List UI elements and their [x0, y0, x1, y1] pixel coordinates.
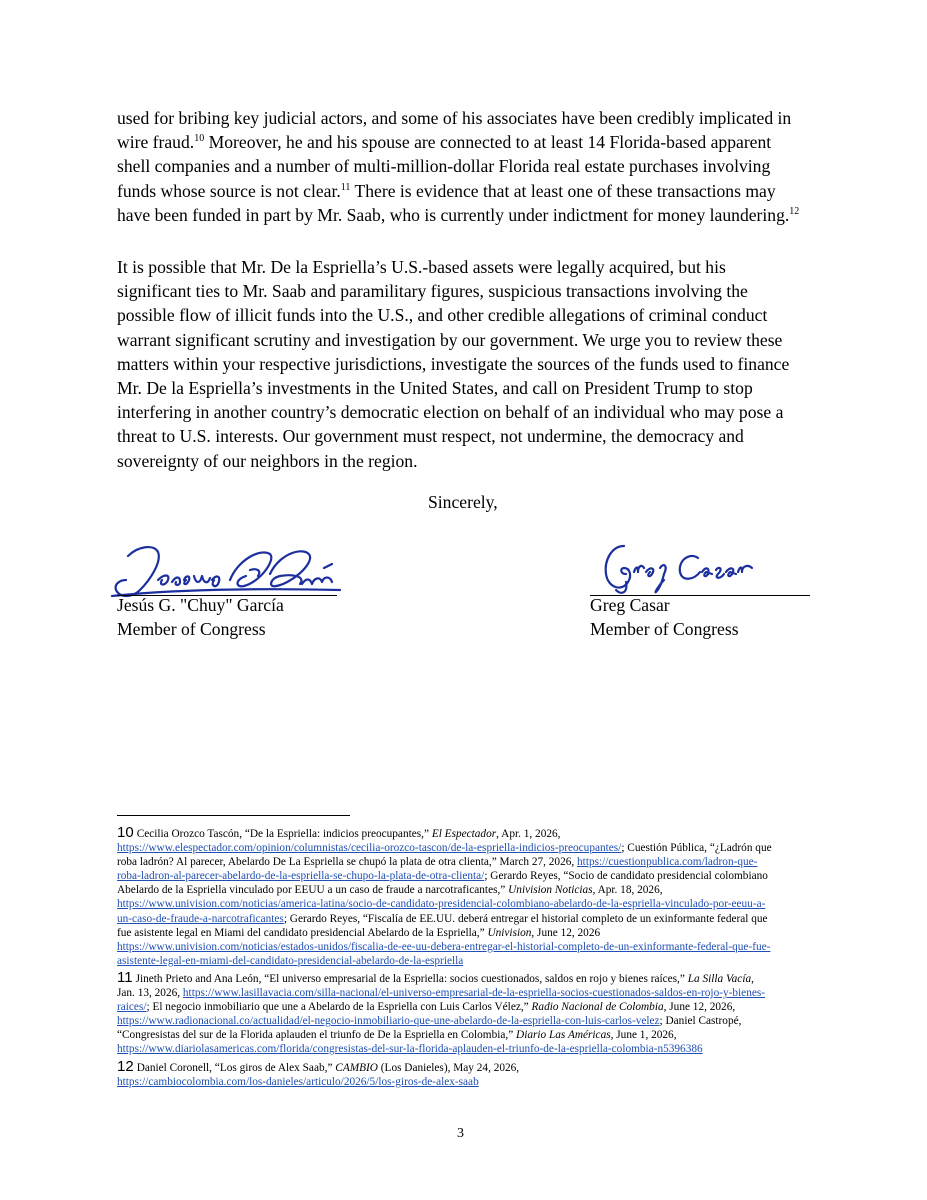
footnote [117, 826, 837, 968]
footnote-line [117, 855, 837, 869]
text-line: threat to U.S. interests. Our government must respect, not undermine, the democracy and [117, 426, 744, 447]
text-line: matters within your respective jurisdictions, investigate the sources of the funds used to finance [117, 353, 790, 374]
footnote-line [117, 826, 837, 841]
text-segment: ; El negocio inmobiliario que une a Abelardo de la Espriella con Luis Carlos Vélez,” [146, 1001, 532, 1014]
text-segment: ; Daniel Castropé, [659, 1015, 742, 1028]
footnote-ref: 11 [340, 181, 351, 193]
text-line [117, 179, 822, 203]
text-segment: Moreover, he and his spouse are connected to at least 14 Florida-based apparent [204, 132, 772, 153]
signature-garcia [110, 540, 342, 602]
text-segment: Abelardo de la Espriella vinculado por EEUU a un caso de fraude a narcotraficantes,” [117, 884, 509, 897]
text-segment: have been funded in part by Mr. Saab, who is currently under indictment for money laundering. [117, 204, 790, 225]
text-line: significant ties to Mr. Saab and paramilitary figures, suspicious transactions involving the [117, 281, 748, 302]
footnote-line [117, 1042, 837, 1056]
footnote-line [117, 971, 837, 986]
footnote-link[interactable]: un-caso-de-fraude-a-narcotraficantes [117, 912, 284, 925]
footnote-ref: 12 [789, 205, 800, 217]
publication-name: Diario Las Américas [516, 1029, 611, 1042]
text-line: sovereignty of our neighbors in the region. [117, 450, 418, 471]
footnote-link[interactable]: asistente-legal-en-miami-del-candidato-presidencial-abelardo-de-la-espriella [117, 954, 464, 967]
footnote-line [117, 1060, 837, 1075]
publication-name: Univision [487, 926, 532, 939]
footnote-separator [117, 815, 350, 816]
body-paragraph [117, 106, 822, 227]
publication-name: Univision Noticias [508, 884, 593, 897]
footnote-line [117, 897, 837, 911]
footnote-link[interactable]: https://cambiocolombia.com/los-danieles/articulo/2026/5/los-giros-de-alex-saab [117, 1076, 479, 1089]
text-line [117, 203, 822, 227]
publication-name: El Espectador [431, 828, 497, 840]
footnote-line [117, 841, 837, 855]
text-line [117, 130, 822, 154]
body-paragraph [117, 255, 822, 473]
footnote-link[interactable]: https://www.diariolasamericas.com/florida/congresistas-del-sur-la-florida-aplauden-el-triunfo-de-la-espriella-colombia-n5396386 [117, 1043, 703, 1056]
footnote-line [117, 869, 837, 883]
page-number: 3 [457, 1126, 464, 1141]
text-line: It is possible that Mr. De la Espriella’s U.S.-based assets were legally acquired, but his [117, 257, 726, 277]
text-segment: Cecilia Orozco Tascón, “De la Espriella: indicios preocupantes,” [136, 828, 432, 840]
footnote [117, 1060, 837, 1089]
text-line: interfering in another country’s democratic election on behalf of an individual who may pose a [117, 402, 784, 423]
text-segment: , June 12, 2026, [663, 1001, 736, 1014]
text-segment: , Apr. 1, 2026, [496, 828, 561, 840]
text-segment: funds whose source is not clear. [117, 180, 341, 201]
text-segment: “Congresistas del sur de la Florida aplauden el triunfo de De la Espriella en Colombia,” [117, 1029, 517, 1042]
signer-name: Greg Casar [590, 595, 670, 615]
text-segment: roba ladrón? Al parecer, Abelardo De La Espriella se chupó la plata de otra clienta,” March 27, 2026, [117, 856, 578, 869]
text-segment: ; Gerardo Reyes, “Socio de candidato presidencial colombiano [484, 870, 768, 883]
signer-title: Member of Congress [590, 619, 739, 639]
text-line: shell companies and a number of multi-million-dollar Florida real estate purchases involving [117, 156, 771, 177]
signer-title: Member of Congress [117, 619, 266, 639]
text-segment: , June 12, 2026 [531, 926, 601, 939]
publication-name: Radio Nacional de Colombia [531, 1001, 664, 1014]
text-line: used for bribing key judicial actors, and some of his associates have been credibly implicated in [117, 108, 792, 128]
footnote-line [117, 926, 837, 940]
footnote-link[interactable]: raices/ [117, 1001, 147, 1014]
footnote-line [117, 1075, 837, 1089]
publication-name: CAMBIO [335, 1062, 378, 1074]
footnote-line [117, 1014, 837, 1028]
text-segment: wire fraud. [117, 132, 195, 153]
footnote-line [117, 954, 837, 968]
text-segment: (Los Danieles), May 24, 2026, [377, 1062, 520, 1074]
text-segment: , [751, 973, 754, 985]
footnote-link[interactable]: https://www.radionacional.co/actualidad/el-negocio-inmobiliario-que-une-abelardo-de-la-espriella-con-luis-carlos-velez [117, 1015, 660, 1028]
footnote-line [117, 1028, 837, 1042]
text-line: Mr. De la Espriella’s investments in the United States, and call on President Trump to stop [117, 378, 753, 399]
signature-casar [598, 536, 758, 598]
footnote [117, 971, 837, 1057]
footnote-number: 10 [117, 824, 134, 841]
text-line: warrant significant scrutiny and investigation by our government. We urge you to review these [117, 329, 783, 350]
footnote-line [117, 940, 837, 954]
text-segment: ; Gerardo Reyes, “Fiscalía de EE.UU. deberá entregar el historial completo de un exinformante federal que [283, 912, 768, 925]
text-segment: , Apr. 18, 2026, [592, 884, 663, 897]
footnote-number: 11 [117, 969, 133, 986]
text-segment: fue asistente legal en Miami del candidato presidencial Abelardo de la Espriella,” [117, 926, 488, 939]
footnote-line [117, 986, 837, 1000]
footnote-line [117, 912, 837, 926]
footnote-link[interactable]: roba-ladron-al-parecer-abelardo-de-la-espriella-se-chupo-la-plata-de-otra-clienta/ [117, 870, 485, 883]
closing: Sincerely, [428, 492, 498, 512]
text-segment: ; Cuestión Pública, “¿Ladrón que [621, 842, 772, 855]
footnote-line [117, 1000, 837, 1014]
text-segment: Jan. 13, 2026, [117, 987, 183, 1000]
signer-name: Jesús G. "Chuy" García [117, 595, 284, 615]
text-segment: , June 1, 2026, [610, 1029, 677, 1042]
text-segment: Daniel Coronell, “Los giros de Alex Saab,” [136, 1062, 336, 1074]
footnote-link[interactable]: https://www.lasillavacia.com/silla-nacional/el-universo-empresarial-de-la-espriella-socios-cuestionados-saldos-en-rojo-y-bienes- [182, 987, 766, 1000]
footnote-link[interactable]: https://cuestionpublica.com/ladron-que- [577, 856, 758, 869]
footnote-number: 12 [117, 1058, 134, 1075]
text-segment: There is evidence that at least one of these transactions may [350, 180, 776, 201]
text-line: possible flow of illicit funds into the U.S., and other credible allegations of criminal conduct [117, 305, 768, 326]
footnote-link[interactable]: https://www.univision.com/noticias/estados-unidos/fiscalia-de-ee-uu-debera-entregar-el-historial-completo-de-un-exinformante-federal-que-fue- [117, 940, 771, 953]
footnote-ref: 10 [194, 133, 205, 145]
footnote-link[interactable]: https://www.elespectador.com/opinion/columnistas/cecilia-orozco-tascon/de-la-espriella-indicios-preocupantes/ [117, 842, 622, 855]
footnote-link[interactable]: https://www.univision.com/noticias/america-latina/socio-de-candidato-presidencial-colombiano-abelardo-de-la-espriella-vinculado-por-eeuu-a- [117, 898, 766, 911]
text-segment: Jineth Prieto and Ana León, “El universo empresarial de la Espriella: socios cuestionados, saldos en rojo y bienes raíces,” [135, 973, 688, 985]
footnote-line [117, 883, 837, 897]
publication-name: La Silla Vacía [687, 973, 752, 985]
